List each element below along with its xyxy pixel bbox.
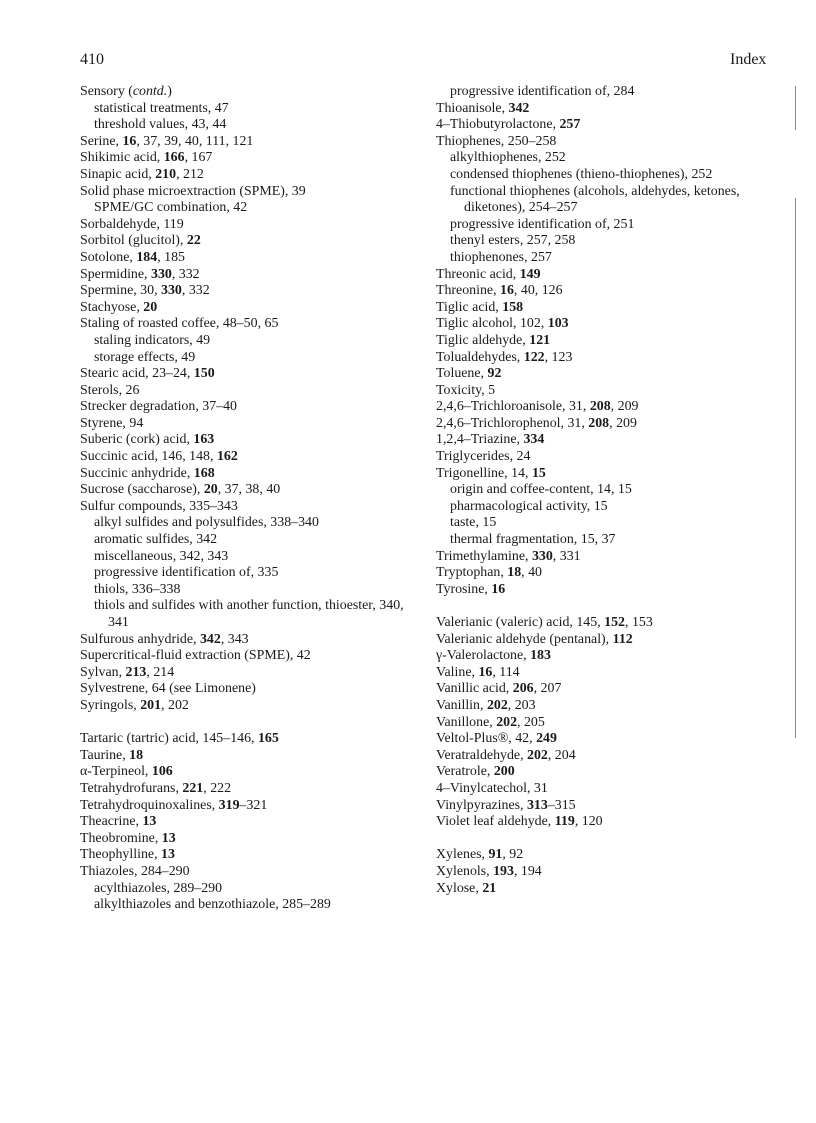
entry-text: Sulfur compounds, 335–343 bbox=[80, 498, 238, 514]
index-entry bbox=[436, 798, 781, 815]
entry-text: Strecker degradation, 37–40 bbox=[80, 399, 237, 415]
page-ref-primary: 257 bbox=[559, 117, 581, 133]
entry-text: , 114 bbox=[492, 664, 520, 680]
index-entry bbox=[436, 267, 781, 284]
index-entry bbox=[436, 715, 781, 732]
index-subentry bbox=[80, 101, 425, 118]
index-entry bbox=[80, 831, 425, 848]
entry-text: SPME/GC combination, 42 bbox=[94, 200, 248, 216]
entry-text: Sterols, 26 bbox=[80, 382, 140, 398]
index-entry bbox=[80, 499, 425, 516]
index-entry bbox=[80, 283, 425, 300]
index-subentry bbox=[436, 150, 781, 167]
index-entry bbox=[80, 316, 425, 333]
page-ref-primary: 158 bbox=[502, 299, 524, 315]
index-entry bbox=[436, 864, 781, 881]
entry-text: functional thiophenes (alcohols, aldehydes, ketones, diketones), 254–257 bbox=[450, 183, 740, 216]
entry-text: 2,4,6–Trichlorophenol, 31, bbox=[436, 415, 589, 431]
section-gap bbox=[436, 831, 781, 848]
index-entry bbox=[436, 814, 781, 831]
entry-text: Syringols, bbox=[80, 697, 141, 713]
margin-rule bbox=[795, 198, 796, 738]
entry-text: Valerianic (valeric) acid, 145, bbox=[436, 615, 605, 630]
entry-text: , 194 bbox=[513, 863, 542, 879]
page-ref-primary: 193 bbox=[493, 863, 514, 879]
entry-text: , 214 bbox=[146, 664, 175, 680]
index-subentry bbox=[80, 881, 425, 898]
entry-text: acylthiazoles, 289–290 bbox=[94, 880, 223, 896]
entry-text: pharmacological activity, 15 bbox=[450, 498, 608, 514]
entry-text: Toluene, bbox=[436, 366, 488, 382]
entry-text: Spermidine, bbox=[80, 266, 151, 282]
entry-text: Thiophenes, 250–258 bbox=[436, 133, 557, 149]
entry-text: Veratraldehyde, bbox=[436, 747, 528, 763]
entry-text: 4–Vinylcatechol, 31 bbox=[436, 780, 548, 796]
entry-text: , 123 bbox=[544, 349, 573, 365]
index-entry bbox=[80, 748, 425, 765]
page-ref-primary: 165 bbox=[257, 731, 279, 747]
entry-text: Violet leaf aldehyde, bbox=[436, 814, 555, 830]
index-entry bbox=[436, 731, 781, 748]
entry-text: Toxicity, 5 bbox=[436, 382, 496, 398]
page-ref-primary: 202 bbox=[486, 697, 508, 713]
index-entry bbox=[80, 399, 425, 416]
page-ref-primary: 152 bbox=[604, 615, 625, 630]
index-entry bbox=[80, 731, 425, 748]
entry-text: ) bbox=[167, 84, 172, 99]
page-ref-primary: 163 bbox=[193, 432, 215, 448]
entry-text: Sylvan, bbox=[80, 664, 126, 680]
entry-text: thermal fragmentation, 15, 37 bbox=[450, 532, 616, 548]
entry-text: Tiglic acid, bbox=[436, 299, 503, 315]
entry-text: , 167 bbox=[184, 150, 213, 166]
section-gap bbox=[436, 598, 781, 615]
index-entry bbox=[436, 399, 781, 416]
index-entry bbox=[436, 847, 781, 864]
entry-text: Threonine, bbox=[436, 283, 501, 299]
index-subentry bbox=[80, 565, 425, 582]
entry-text: , 203 bbox=[507, 697, 536, 713]
index-subentry bbox=[436, 84, 781, 101]
entry-text: Stearic acid, 23–24, bbox=[80, 366, 194, 382]
page-ref-primary: 18 bbox=[507, 565, 522, 581]
page-ref-primary: 221 bbox=[182, 780, 204, 796]
entry-text: Theophylline, bbox=[80, 847, 162, 863]
index-entry bbox=[436, 466, 781, 483]
page-ref-primary: 166 bbox=[163, 150, 185, 166]
entry-text: , 40, 126 bbox=[513, 283, 563, 299]
index-entry bbox=[436, 416, 781, 433]
entry-text: Sotolone, bbox=[80, 249, 137, 265]
entry-text: miscellaneous, 342, 343 bbox=[94, 548, 229, 564]
page-ref-primary: 13 bbox=[161, 847, 175, 863]
index-entry bbox=[80, 864, 425, 881]
index-entry bbox=[80, 84, 425, 101]
entry-text: , 212 bbox=[176, 166, 204, 182]
margin-rule bbox=[795, 86, 796, 130]
entry-text: Sylvestrene, 64 (see Limonene) bbox=[80, 681, 256, 697]
page-ref-primary: 91 bbox=[488, 847, 503, 863]
page-ref-primary: 330 bbox=[531, 548, 553, 564]
index-entry bbox=[80, 150, 425, 167]
entry-text: , 209 bbox=[609, 415, 637, 431]
entry-text: , 204 bbox=[547, 747, 576, 763]
index-entry bbox=[436, 681, 781, 698]
index-subentry bbox=[80, 200, 425, 217]
entry-text: Vanillic acid, bbox=[436, 681, 513, 697]
entry-text: Styrene, 94 bbox=[80, 415, 144, 431]
page-ref-primary: 20 bbox=[203, 482, 218, 498]
page-ref-primary: 330 bbox=[151, 266, 172, 282]
entry-text: Sulfurous anhydride, bbox=[80, 631, 200, 647]
index-subentry bbox=[80, 532, 425, 549]
index-entry bbox=[80, 300, 425, 317]
index-entry bbox=[436, 632, 781, 649]
index-entry bbox=[80, 416, 425, 433]
entry-text: –315 bbox=[547, 797, 576, 813]
index-entry bbox=[80, 167, 425, 184]
entry-text: Tyrosine, bbox=[436, 581, 492, 597]
entry-text: 1,2,4–Triazine, bbox=[436, 432, 524, 448]
page-ref-primary: 342 bbox=[508, 100, 530, 116]
entry-text: γ-Valerolactone, bbox=[436, 648, 531, 664]
entry-text: Succinic anhydride, bbox=[80, 465, 194, 481]
entry-text: , 40 bbox=[521, 565, 542, 581]
page-ref-primary: 213 bbox=[125, 664, 147, 680]
page-ref-primary: 168 bbox=[193, 465, 215, 481]
entry-text: condensed thiophenes (thieno-thiophenes), 252 bbox=[450, 166, 713, 182]
index-entry bbox=[80, 432, 425, 449]
index-entry bbox=[80, 233, 425, 250]
index-subentry bbox=[436, 233, 781, 250]
entry-text: Taurine, bbox=[80, 747, 130, 763]
page-ref-primary: 103 bbox=[547, 316, 569, 332]
entry-text: Tiglic alcohol, 102, bbox=[436, 316, 548, 332]
index-subentry bbox=[436, 217, 781, 234]
index-entry bbox=[436, 366, 781, 383]
index-subentry bbox=[80, 333, 425, 350]
index-entry bbox=[80, 698, 425, 715]
entry-text: Sinapic acid, bbox=[80, 166, 156, 182]
page-ref-primary: 208 bbox=[588, 415, 610, 431]
entry-text: Xylose, bbox=[436, 880, 483, 896]
index-entry bbox=[80, 383, 425, 400]
index-subentry bbox=[436, 250, 781, 267]
index-entry bbox=[436, 283, 781, 300]
entry-text: Thiazoles, 284–290 bbox=[80, 863, 190, 879]
index-subentry bbox=[80, 350, 425, 367]
page-ref-primary: 200 bbox=[493, 764, 515, 780]
entry-text: Thioanisole, bbox=[436, 100, 509, 116]
index-entry bbox=[80, 764, 425, 781]
entry-text: threshold values, 43, 44 bbox=[94, 117, 227, 133]
section-gap bbox=[80, 715, 425, 732]
entry-text: Valine, bbox=[436, 664, 479, 680]
index-entry bbox=[436, 432, 781, 449]
index-entry bbox=[80, 217, 425, 234]
index-subentry bbox=[80, 582, 425, 599]
entry-text: Sorbaldehyde, 119 bbox=[80, 216, 184, 232]
page-ref-primary: 16 bbox=[491, 581, 506, 597]
index-subentry bbox=[436, 499, 781, 516]
entry-text: , 207 bbox=[533, 681, 562, 697]
page-ref-primary: 112 bbox=[612, 631, 633, 647]
index-subentry bbox=[80, 117, 425, 134]
entry-text: Tryptophan, bbox=[436, 565, 508, 581]
entry-text: , 153 bbox=[625, 615, 653, 630]
index-entry bbox=[436, 582, 781, 599]
entry-text: statistical treatments, 47 bbox=[94, 100, 229, 116]
entry-text: , 332 bbox=[171, 266, 200, 282]
index-entry bbox=[436, 665, 781, 682]
entry-text: Tolualdehydes, bbox=[436, 349, 524, 365]
entry-text: Veratrole, bbox=[436, 764, 494, 780]
entry-text: Xylenes, bbox=[436, 847, 489, 863]
page-ref-primary: 149 bbox=[519, 266, 541, 282]
page-ref-primary: 13 bbox=[142, 814, 157, 830]
entry-text: , 209 bbox=[610, 399, 639, 415]
index-entry bbox=[80, 665, 425, 682]
entry-text: Triglycerides, 24 bbox=[436, 449, 531, 465]
index-entry bbox=[436, 648, 781, 665]
index-column-right bbox=[436, 84, 781, 897]
entry-text: , 331 bbox=[552, 548, 581, 564]
page-ref-primary: 208 bbox=[589, 399, 611, 415]
entry-text: Veltol-Plus®, 42, bbox=[436, 731, 537, 747]
entry-text: Sorbitol (glucitol), bbox=[80, 233, 187, 249]
entry-text: –321 bbox=[239, 797, 268, 813]
index-entry bbox=[436, 698, 781, 715]
index-subentry bbox=[80, 549, 425, 566]
italic-text: contd. bbox=[132, 84, 168, 99]
page-ref-primary: 92 bbox=[487, 366, 502, 382]
page-ref-primary: 16 bbox=[478, 664, 493, 680]
page-ref-primary: 183 bbox=[530, 648, 551, 664]
page-ref-primary: 342 bbox=[199, 631, 221, 647]
entry-text: progressive identification of, 335 bbox=[94, 565, 279, 581]
index-entry bbox=[436, 300, 781, 317]
page-ref-primary: 330 bbox=[161, 283, 182, 299]
index-entry bbox=[80, 648, 425, 665]
entry-text: Theacrine, bbox=[80, 814, 143, 830]
index-entry bbox=[80, 814, 425, 831]
page-ref-primary: 162 bbox=[216, 449, 238, 465]
entry-text: taste, 15 bbox=[450, 515, 497, 531]
entry-text: Threonic acid, bbox=[436, 266, 520, 282]
index-entry bbox=[80, 250, 425, 267]
entry-text: Tetrahydroquinoxalines, bbox=[80, 797, 219, 813]
page-ref-primary: 334 bbox=[523, 432, 545, 448]
index-entry bbox=[80, 184, 425, 201]
entry-text: thiols, 336–338 bbox=[94, 581, 181, 597]
entry-text: thiophenones, 257 bbox=[450, 249, 552, 265]
page-ref-primary: 21 bbox=[482, 880, 497, 896]
entry-text: , 120 bbox=[574, 814, 603, 830]
index-entry bbox=[436, 549, 781, 566]
index-subentry bbox=[436, 167, 781, 184]
index-entry bbox=[436, 748, 781, 765]
page-ref-primary: 150 bbox=[193, 366, 215, 382]
entry-text: , 332 bbox=[181, 283, 210, 299]
entry-text: Vinylpyrazines, bbox=[436, 797, 527, 813]
index-entry bbox=[80, 267, 425, 284]
entry-text: , 202 bbox=[161, 697, 189, 713]
page-number: 410 bbox=[80, 51, 104, 68]
index-entry bbox=[80, 366, 425, 383]
index-entry bbox=[436, 449, 781, 466]
index-entry bbox=[80, 781, 425, 798]
entry-text: α-Terpineol, bbox=[80, 764, 152, 780]
page-ref-primary: 106 bbox=[151, 764, 173, 780]
index-entry bbox=[436, 615, 781, 632]
entry-text: Tetrahydrofurans, bbox=[80, 780, 183, 796]
index-entry bbox=[80, 134, 425, 151]
entry-text: Valerianic aldehyde (pentanal), bbox=[436, 631, 613, 647]
page-ref-primary: 22 bbox=[186, 233, 201, 249]
entry-text: origin and coffee-content, 14, 15 bbox=[450, 482, 632, 498]
entry-text: , 92 bbox=[502, 847, 524, 863]
entry-text: storage effects, 49 bbox=[94, 349, 196, 365]
entry-text: , 185 bbox=[157, 249, 185, 265]
entry-text: Xylenols, bbox=[436, 863, 494, 879]
index-entry bbox=[436, 134, 781, 151]
index-entry bbox=[436, 333, 781, 350]
entry-text: progressive identification of, 251 bbox=[450, 216, 635, 232]
entry-text: Succinic acid, 146, 148, bbox=[80, 449, 217, 465]
index-subentry bbox=[80, 897, 425, 914]
entry-text: Suberic (cork) acid, bbox=[80, 432, 194, 448]
page-ref-primary: 184 bbox=[136, 249, 158, 265]
page-ref-primary: 202 bbox=[496, 714, 518, 730]
entry-text: thenyl esters, 257, 258 bbox=[450, 233, 576, 249]
page-ref-primary: 122 bbox=[523, 349, 545, 365]
page-ref-primary: 15 bbox=[531, 465, 546, 481]
index-entry bbox=[80, 798, 425, 815]
entry-text: Vanillin, bbox=[436, 697, 487, 713]
entry-text: thiols and sulfides with another function, thioester, 340, 341 bbox=[94, 598, 404, 630]
index-entry bbox=[80, 466, 425, 483]
index-entry bbox=[436, 764, 781, 781]
entry-text: Trimethylamine, bbox=[436, 548, 532, 564]
page-ref-primary: 201 bbox=[140, 697, 162, 713]
index-entry bbox=[436, 565, 781, 582]
entry-text: progressive identification of, 284 bbox=[450, 84, 635, 99]
entry-text: alkylthiophenes, 252 bbox=[450, 150, 566, 166]
running-head: Index bbox=[730, 51, 767, 68]
index-entry bbox=[436, 383, 781, 400]
page-ref-primary: 210 bbox=[155, 166, 177, 182]
entry-text: alkyl sulfides and polysulfides, 338–340 bbox=[94, 515, 319, 531]
index-subentry bbox=[436, 515, 781, 532]
index-entry bbox=[80, 847, 425, 864]
entry-text: 4–Thiobutyrolactone, bbox=[436, 117, 560, 133]
index-entry bbox=[436, 350, 781, 367]
entry-text: aromatic sulfides, 342 bbox=[94, 532, 218, 548]
entry-text: staling indicators, 49 bbox=[94, 332, 211, 348]
page-ref-primary: 206 bbox=[512, 681, 534, 697]
entry-text: alkylthiazoles and benzothiazole, 285–289 bbox=[94, 897, 331, 913]
entry-text: Theobromine, bbox=[80, 830, 162, 846]
index-entry bbox=[436, 117, 781, 134]
entry-text: Shikimic acid, bbox=[80, 150, 164, 166]
entry-text: 2,4,6–Trichloroanisole, 31, bbox=[436, 399, 590, 415]
index-entry bbox=[436, 101, 781, 118]
page-ref-primary: 319 bbox=[218, 797, 240, 813]
entry-text: Trigonelline, 14, bbox=[436, 465, 532, 481]
entry-text: , 37, 38, 40 bbox=[217, 482, 281, 498]
index-subentry bbox=[436, 532, 781, 549]
index-entry bbox=[80, 449, 425, 466]
index-entry bbox=[80, 482, 425, 499]
page-ref-primary: 13 bbox=[161, 830, 176, 846]
page-ref-primary: 18 bbox=[129, 747, 144, 763]
entry-text: Sensory ( bbox=[80, 84, 133, 99]
index-entry bbox=[436, 881, 781, 898]
entry-text: Vanillone, bbox=[436, 714, 497, 730]
page-ref-primary: 249 bbox=[536, 731, 557, 747]
page-ref-primary: 119 bbox=[554, 814, 575, 830]
page-ref-primary: 16 bbox=[122, 133, 137, 149]
index-entry bbox=[80, 632, 425, 649]
entry-text: , 205 bbox=[517, 714, 545, 730]
index-entry bbox=[436, 781, 781, 798]
index-entry bbox=[80, 681, 425, 698]
index-entry bbox=[436, 316, 781, 333]
page-ref-primary: 121 bbox=[529, 332, 551, 348]
index-subentry bbox=[436, 482, 781, 499]
entry-text: Supercritical-fluid extraction (SPME), 42 bbox=[80, 648, 311, 664]
index-subentry bbox=[436, 184, 781, 217]
entry-text: Stachyose, bbox=[80, 299, 144, 315]
entry-text: , 222 bbox=[203, 780, 232, 796]
entry-text: Sucrose (saccharose), bbox=[80, 482, 204, 498]
entry-text: Solid phase microextraction (SPME), 39 bbox=[80, 183, 306, 199]
entry-text: Serine, bbox=[80, 133, 123, 149]
index-column-left bbox=[80, 84, 425, 914]
entry-text: Spermine, 30, bbox=[80, 283, 162, 299]
page-ref-primary: 16 bbox=[500, 283, 514, 299]
entry-text: , 343 bbox=[220, 631, 249, 647]
page-ref-primary: 313 bbox=[526, 797, 548, 813]
page-ref-primary: 20 bbox=[143, 299, 158, 315]
entry-text: Staling of roasted coffee, 48–50, 65 bbox=[80, 316, 279, 332]
entry-text: Tiglic aldehyde, bbox=[436, 332, 530, 348]
entry-text: , 37, 39, 40, 111, 121 bbox=[136, 133, 254, 149]
page-ref-primary: 202 bbox=[527, 747, 548, 763]
index-subentry bbox=[80, 598, 425, 631]
index-subentry bbox=[80, 515, 425, 532]
entry-text: Tartaric (tartric) acid, 145–146, bbox=[80, 731, 258, 747]
